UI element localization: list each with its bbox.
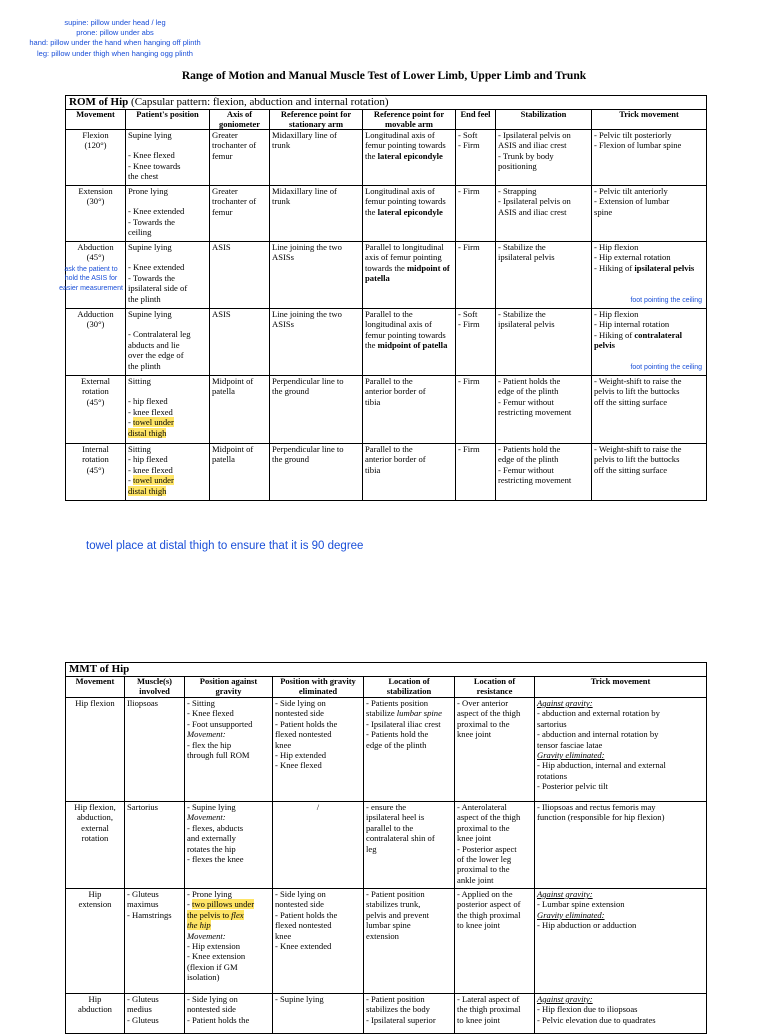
note-line: hand: pillow under the hand when hanging off plinth	[29, 38, 201, 48]
table-row: External rotation (45°) Sitting - hip flexed - knee flexed - towel under distal thigh Midpoint of patella Perpendicular line to the ground Parallel to the anterior border of tibia - Firm - Patient holds the edge of the plinth - Femur without restricting movement - Weight-shift to raise the pelvis to lift the buttocks off the sitting surface	[66, 376, 707, 444]
table-row: Hip extension - Gluteus maximus - Hamstrings - Prone lying - two pillows under the pelvis to flex the hip Movement: - Hip extension - Knee extension (flexion if GM isolation) - Side lying on nontested side - Patient holds the flexed nontested knee - Knee extended - Patient position stabilizes trunk, pelvis and prevent lumbar spine extension - Applied on the posterior aspect of the thigh proximal to knee joint Against gravity: - Lumbar spine extension Gravity eliminated: - Hip abduction or adduction	[66, 889, 707, 994]
column-header: Patient's position	[126, 110, 210, 130]
table-row: Adduction (30°) Supine lying - Contralateral leg abducts and lie over the edge of the plinth ASIS Line joining the two ASISs Parallel to the longitudinal axis of femur pointing towards the midpoint of patella - Soft - Firm - Stabilize the ipsilateral pelvis - Hip flexion - Hip internal rotation - Hiking of contralateral pelvis foot pointing the ceiling	[66, 309, 707, 376]
column-header: Movement	[66, 110, 126, 130]
foot-note: foot pointing the ceiling	[630, 363, 703, 371]
document-title: Range of Motion and Manual Muscle Test of Lower Limb, Upper Limb and Trunk	[181, 70, 587, 82]
towel-note: towel place at distal thigh to ensure that it is 90 degree	[86, 540, 364, 552]
note-line: supine: pillow under head / leg	[64, 18, 166, 27]
rom-heading: ROM of Hip (Capsular pattern: flexion, abduction and internal rotation)	[66, 96, 707, 110]
table-row: Hip abduction - Gluteus medius - Gluteus - Side lying on nontested side - Patient holds the - Supine lying - Patient position stabilizes the body - Ipsilateral superior - Lateral aspect of the thigh proximal to knee joint Against gravity: - Hip flexion due to iliopsoas - Pelvic elevation due to quadrates	[66, 994, 707, 1034]
column-header: Reference point for stationary arm	[270, 110, 363, 130]
note-line: prone: pillow under abs	[76, 28, 154, 38]
column-header: Muscle(s) involved	[125, 677, 185, 698]
column-header: Location of resistance	[455, 677, 535, 698]
column-header: Axis of goniometer	[210, 110, 270, 130]
note-line: leg: pillow under thigh when hanging ogg plinth	[37, 48, 193, 58]
column-header: Location of stabilization	[364, 677, 455, 698]
table-row: Extension (30°) Prone lying - Knee extended - Towards the ceiling Greater trochanter of femur Midaxillary line of trunk Longitudinal axis of femur pointing towards the lateral epicondyle - Firm - Strapping - Ipsilateral pelvis on ASIS and iliac crest - Pelvic tilt anteriorly - Extension of lumbar spine	[66, 186, 707, 242]
positioning-notes	[0, 18, 230, 59]
foot-note: foot pointing the ceiling	[630, 296, 703, 304]
mmt-hip-table	[65, 662, 707, 1034]
column-header: Position with gravity eliminated	[273, 677, 364, 698]
column-header: Movement	[66, 677, 125, 698]
column-header: Trick movement	[592, 110, 707, 130]
mmt-heading: MMT of Hip	[66, 663, 707, 677]
column-header: Stabilization	[496, 110, 592, 130]
table-row: Flexion (120°) Supine lying - Knee flexed - Knee towards the chest Greater trochanter of femur Midaxillary line of trunk Longitudinal axis of femur pointing towards the lateral epicondyle - Soft - Firm - Ipsilateral pelvis on ASIS and iliac crest - Trunk by body positioning - Pelvic tilt posteriorly - Flexion of lumbar spine	[66, 130, 707, 186]
column-header: Reference point for movable arm	[363, 110, 456, 130]
asis-note: ask the patient to hold the ASIS for easier measurement	[59, 266, 123, 292]
table-row: Abduction (45°) ask the patient to hold the ASIS for easier measurement Supine lying - Knee extended - Towards the ipsilateral side of the plinth ASIS Line joining the two ASISs Parallel to longitudinal axis of femur pointing towards the midpoint of patella - Firm - Stabilize the ipsilateral pelvis - Hip flexion - Hip external rotation - Hiking of ipsilateral pelvis foot pointing the ceiling	[66, 242, 707, 309]
table-row: Hip flexion Iliopsoas - Sitting - Knee flexed - Foot unsupported Movement: - flex the hip through full ROM - Side lying on nontested side - Patient holds the flexed nontested knee - Hip extended - Knee flexed - Patients position stabilize lumbar spine - Ipsilateral iliac crest - Patients hold the edge of the plinth - Over anterior aspect of the thigh proximal to the knee joint Against gravity: - abduction and external rotation by sartorius - abduction and internal rotation by tensor fasciae latae Gravity eliminated: - Hip abduction, internal and external rotations - Posterior pelvic tilt	[66, 698, 707, 802]
column-header: Trick movement	[535, 677, 707, 698]
rom-hip-table	[59, 95, 707, 501]
column-header: End feel	[456, 110, 496, 130]
table-row: Internal rotation (45°) Sitting - hip flexed - knee flexed - towel under distal thigh Midpoint of patella Perpendicular line to the ground Parallel to the anterior border of tibia - Firm - Patients hold the edge of the plinth - Femur without restricting movement - Weight-shift to raise the pelvis to lift the buttocks off the sitting surface	[66, 444, 707, 501]
table-row: Hip flexion, abduction, external rotation Sartorius - Supine lying Movement: - flexes, abducts and externally rotates the hip - flexes the knee / - ensure the ipsilateral heel is parallel to the contralateral shin of leg - Anterolateral aspect of the thigh proximal to the knee joint - Posterior aspect of the lower leg proximal to the ankle joint - Iliopsoas and rectus femoris may function (responsible for hip flexion)	[66, 802, 707, 889]
column-header: Position against gravity	[185, 677, 273, 698]
